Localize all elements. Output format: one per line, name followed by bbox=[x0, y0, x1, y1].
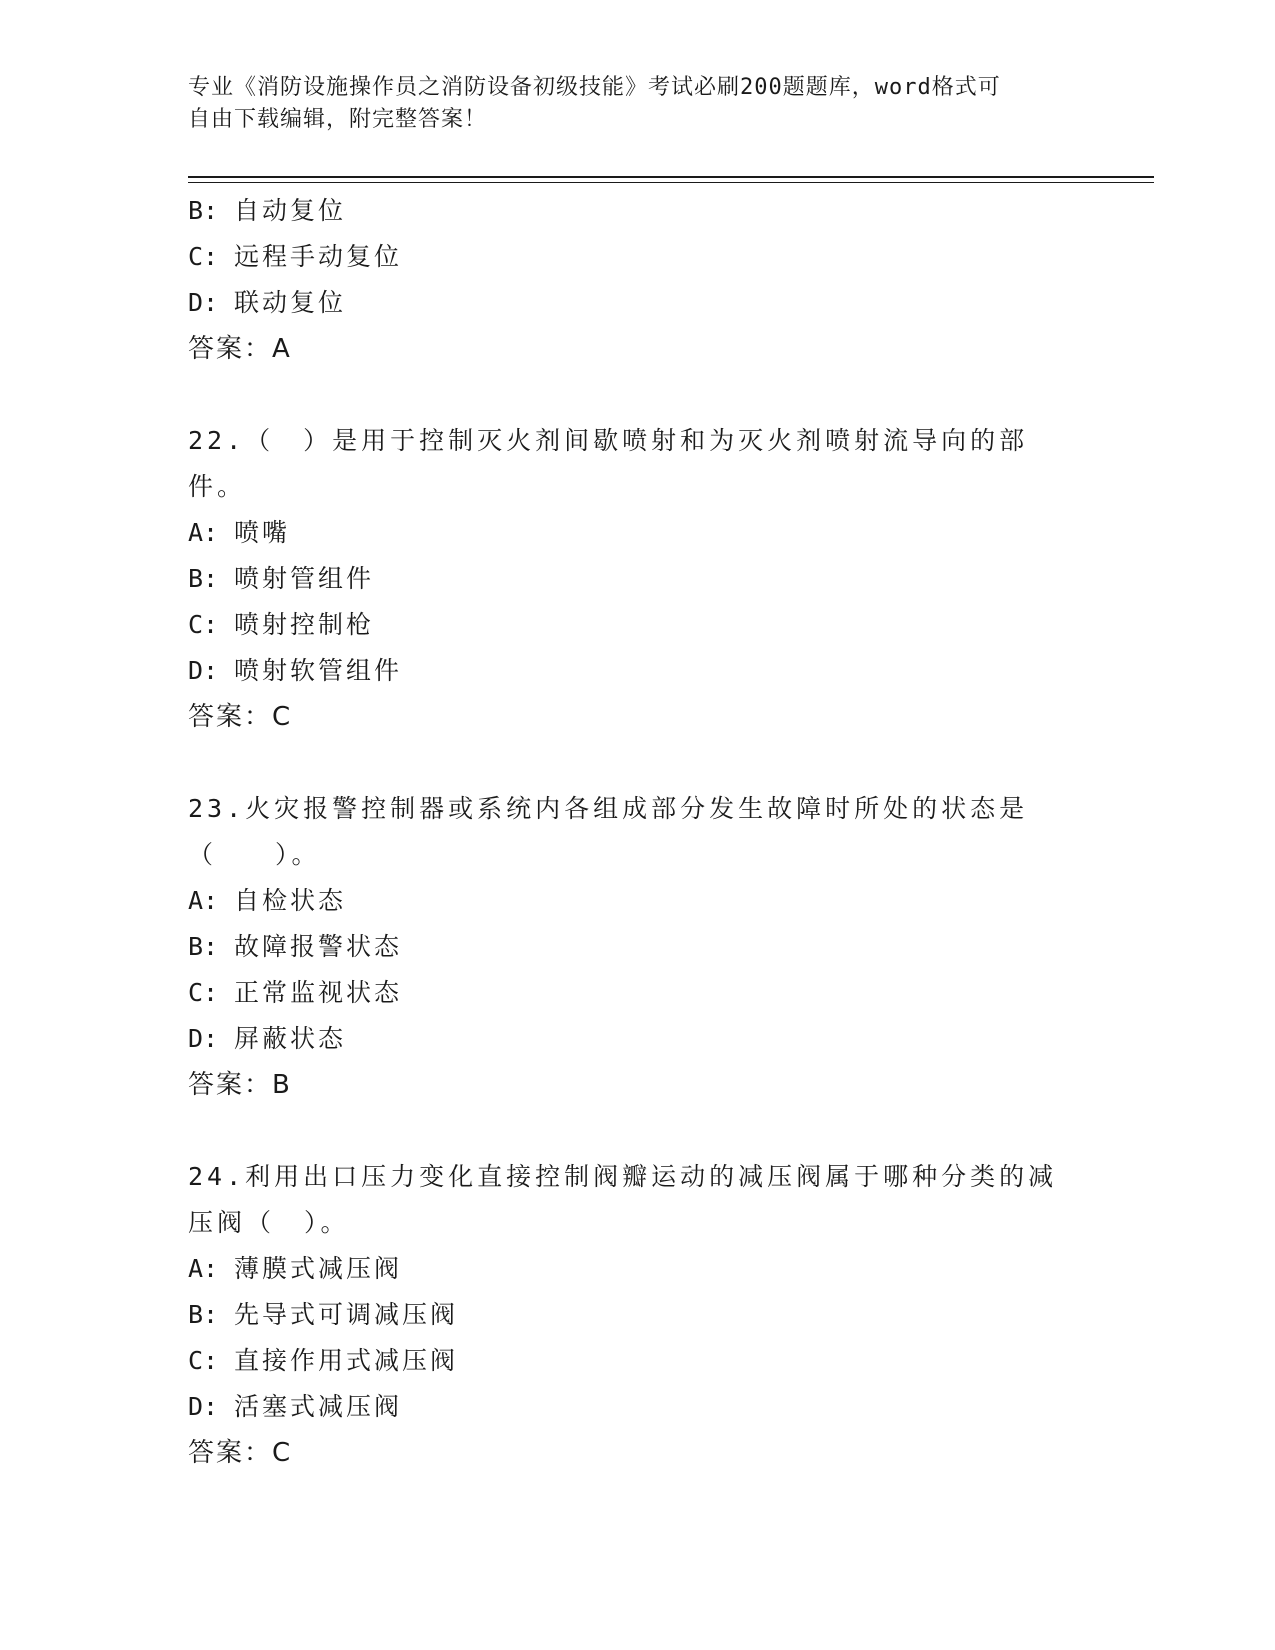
document-header bbox=[188, 72, 1068, 136]
header-line-2: 自由下载编辑，附完整答案！ bbox=[188, 107, 488, 132]
option-d: D: 活塞式减压阀 bbox=[188, 1392, 403, 1421]
answer-line: 答案：C bbox=[188, 702, 293, 732]
answer-line: 答案：A bbox=[188, 334, 292, 364]
option-b: B: 故障报警状态 bbox=[188, 932, 403, 961]
option-a: A: 薄膜式减压阀 bbox=[188, 1254, 403, 1283]
spacer bbox=[188, 1108, 1088, 1154]
answer-line: 答案：B bbox=[188, 1070, 292, 1100]
spacer bbox=[188, 372, 1088, 418]
question-22 bbox=[188, 418, 1088, 740]
question-24 bbox=[188, 1154, 1088, 1476]
option-d: D: 喷射软管组件 bbox=[188, 656, 403, 685]
question-21-tail bbox=[188, 188, 1088, 372]
option-b: B: 喷射管组件 bbox=[188, 564, 375, 593]
option-c: C: 远程手动复位 bbox=[188, 242, 403, 271]
question-stem: 22.（ ）是用于控制灭火剂间歇喷射和为灭火剂喷射流导向的部件。 bbox=[188, 426, 1029, 501]
question-stem: 24.利用出口压力变化直接控制阀瓣运动的减压阀属于哪种分类的减压阀（ ）。 bbox=[188, 1162, 1058, 1237]
option-a: A: 自检状态 bbox=[188, 886, 347, 915]
header-line-1: 专业《消防设施操作员之消防设备初级技能》考试必刷200题题库，word格式可 bbox=[188, 75, 1001, 100]
option-d: D: 联动复位 bbox=[188, 288, 347, 317]
answer-line: 答案：C bbox=[188, 1438, 293, 1468]
option-b: B: 先导式可调减压阀 bbox=[188, 1300, 459, 1329]
question-23 bbox=[188, 786, 1088, 1108]
header-divider-thin bbox=[188, 182, 1154, 183]
question-stem: 23.火灾报警控制器或系统内各组成部分发生故障时所处的状态是（ ）。 bbox=[188, 794, 1029, 869]
option-c: C: 正常监视状态 bbox=[188, 978, 403, 1007]
option-d: D: 屏蔽状态 bbox=[188, 1024, 347, 1053]
option-c: C: 喷射控制枪 bbox=[188, 610, 375, 639]
option-c: C: 直接作用式减压阀 bbox=[188, 1346, 459, 1375]
option-a: A: 喷嘴 bbox=[188, 518, 291, 547]
spacer bbox=[188, 740, 1088, 786]
question-list bbox=[188, 188, 1088, 1476]
option-b: B: 自动复位 bbox=[188, 196, 347, 225]
header-divider-thick bbox=[188, 176, 1154, 178]
